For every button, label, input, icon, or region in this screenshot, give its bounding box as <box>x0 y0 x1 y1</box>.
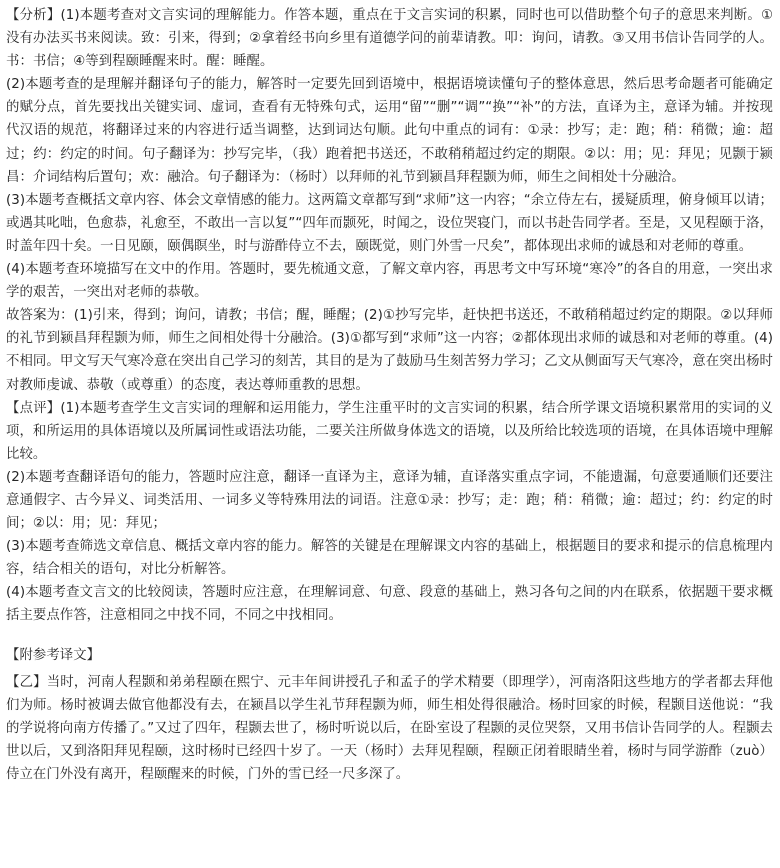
answer-summary: 故答案为：(1)引来，得到；询问，请教；书信；醒，睡醒；(2)①抄写完毕，赶快把书送还，不敢稍稍超过约定的期限。②以拜师的礼节到颍昌拜程颢为师，师生之间相处得十分融洽。(3)①都写到“求师”这一内容；②都体现出求师的诚恳和对老师的尊重。(4)不相同。甲文写天气寒冷意在突出自己学习的刻苦，其目的是为了鼓励马生刻苦努力学习；乙文从侧面写天气寒冷，意在突出杨时对教师虔诚、恭敬（或尊重）的态度，表达尊师重教的思想。 <box>6 308 773 393</box>
analysis-label: 【分析】 <box>6 8 61 23</box>
analysis-paragraph-4: (4)本题考查环境描写在文中的作用。答题时，要先梳通文意，了解文章内容，再思考文中写环境“寒冷”的各自的用意，一突出求学的艰苦，一突出对老师的恭敬。 <box>6 262 773 301</box>
section-spacer <box>6 628 773 640</box>
comment-paragraph-1 <box>6 397 773 466</box>
analysis-paragraph-1 <box>6 4 773 73</box>
translation-paragraph: 【乙】当时，河南人程颢和弟弟程颐在熙宁、元丰年间讲授孔子和孟子的学术精要（即理学），河南洛阳这些地方的学者都去拜他们为师。杨时被调去做官他都没有去，在颍昌以学生礼节拜程颢为师，师生相处得很融洽。杨时回家的时候，程颢目送他说：“我的学说将向南方传播了。”又过了四年，程颢去世了，杨时听说以后，在卧室设了程颢的灵位哭祭，又用书信讣告同学的人。程颢去世以后，又到洛阳拜见程颐，这时杨时已经四十岁了。一天（杨时）去拜见程颐，程颐正闭着眼睛坐着，杨时与同学游酢（zuò）侍立在门外没有离开，程颐醒来的时候，门外的雪已经一尺多深了。 <box>6 674 773 782</box>
comment-paragraph-2: (2)本题考查翻译语句的能力，答题时应注意，翻译一直译为主，意译为辅，直译落实重点字词，不能遗漏，句意要通顺们还要注意通假字、古今异义、词类活用、一词多义等特殊用法的词语。注意①录：抄写；走：跑；稍：稍微；逾：超过；约：约定的时间；②以：用；见：拜见； <box>6 469 773 532</box>
comment-label: 【点评】 <box>6 400 61 416</box>
comment-text-1: (1)本题考查学生文言实词的理解和运用能力，学生注重平时的文言实词的积累，结合所学课文语境积累常用的实词的义项，和所运用的具体语境以及所属词性或语法功能，二要关注所做身体选文的语境，以及所给比较选项的语境，在具体语境中理解比较。 <box>6 400 773 462</box>
analysis-paragraph-2: (2)本题考查的是理解并翻译句子的能力，解答时一定要先回到语境中，根据语境读懂句子的整体意思，然后思考命题者可能确定的赋分点，首先要找出关键实词、虚词，查看有无特殊句式，运用“留”“删”“调”“换”“补”的方法，直译为主，意译为辅。并按现代汉语的规范，将翻译过来的内容进行适当调整，达到词达句顺。此句中重点的词有：①录：抄写；走：跑；稍：稍微；逾：超过；约：约定的时间。句子翻译为：抄写完毕，（我）跑着把书送还，不敢稍稍超过约定的期限。②以：用；见：拜见；见颢于颍昌：介词结构后置句；欢：融洽。句子翻译为：（杨时）以拜师的礼节到颍昌拜程颢为师，师生之间相处十分融洽。 <box>6 77 773 185</box>
comment-paragraph-4: (4)本题考查文言文的比较阅读，答题时应注意，在理解词意、句意、段意的基础上，熟习各句之间的内在联系，依据题干要求概括主要点作答，注意相同之中找不同，不同之中找相同。 <box>6 585 773 624</box>
reference-label: 【附参考译文】 <box>6 647 101 663</box>
analysis-paragraph-3: (3)本题考查概括文章内容、体会文章情感的能力。这两篇文章都写到“求师”这一内容；“余立侍左右，援疑质理，俯身倾耳以请；或遇其叱咄，色愈恭，礼愈至，不敢出一言以复”“四年而颢死，时闻之，设位哭寝门，而以书赴告同学者。至是，又见程颐于洛，时盖年四十矣。一日见颐，颐偶瞑坐，时与游酢侍立不去，颐既觉，则门外雪一尺矣”，都体现出求师的诚恳和对老师的尊重。 <box>6 192 773 254</box>
analysis-text-1: (1)本题考查对文言实词的理解能力。作答本题，重点在于文言实词的积累，同时也可以借助整个句子的意思来判断。①没有办法买书来阅读。致：引来，得到；②拿着经书向乡里有道德学问的前辈请教。叩：询问，请教。③又用书信讣告同学的人。书：书信；④等到程颐睡醒来时。醒：睡醒。 <box>6 8 774 70</box>
comment-paragraph-3: (3)本题考查筛选文章信息、概括文章内容的能力。解答的关键是在理解课文内容的基础上，根据题目的要求和提示的信息梳理内容，结合相关的语句，对比分析解答。 <box>6 539 773 578</box>
